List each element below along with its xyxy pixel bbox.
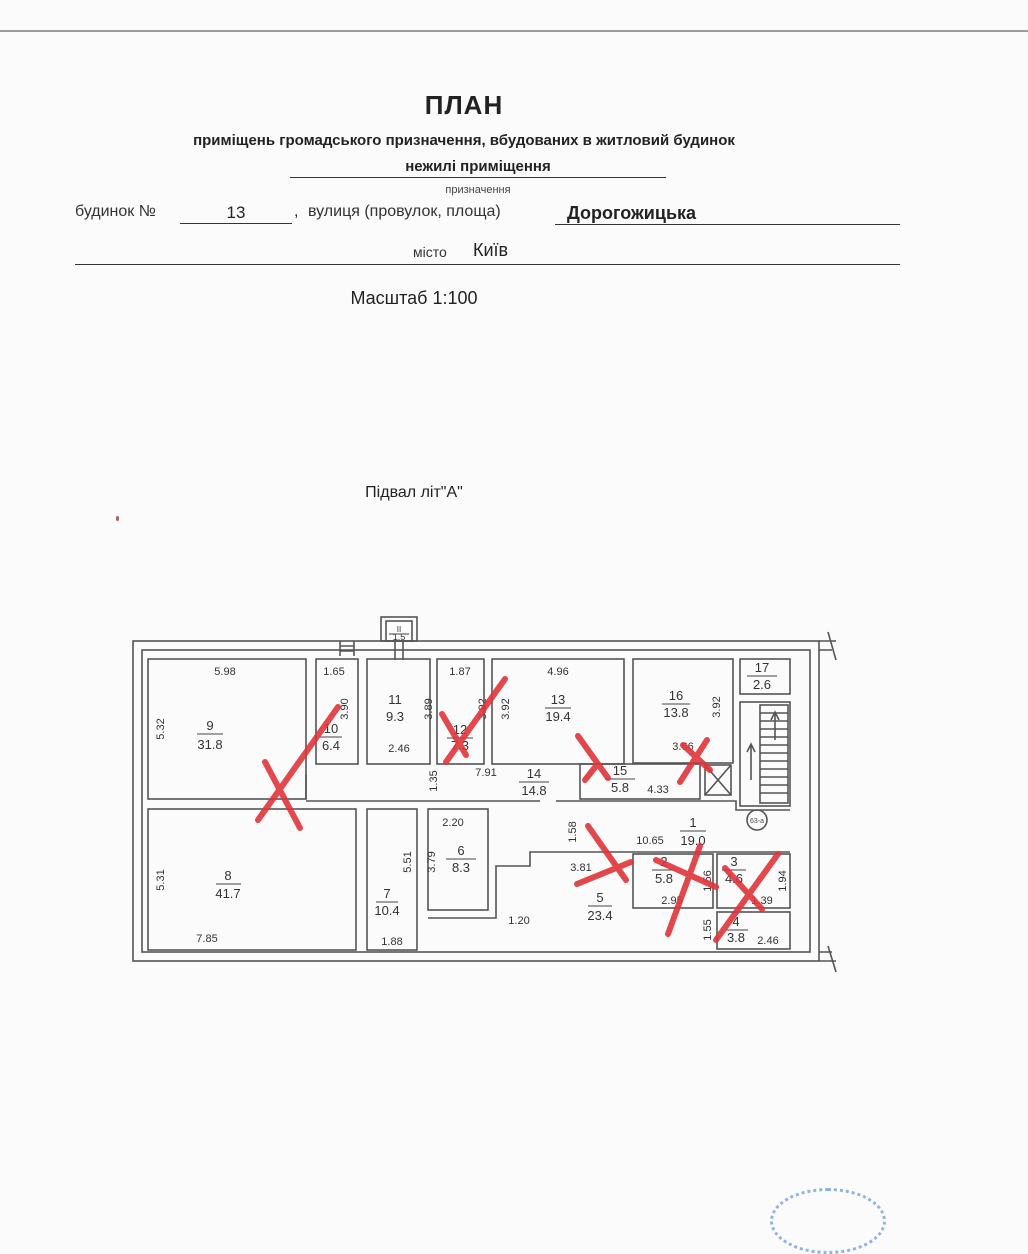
svg-text:6.4: 6.4 (321, 738, 341, 753)
svg-text:1.5: 1.5 (392, 632, 406, 642)
svg-text:1.20: 1.20 (508, 915, 530, 927)
svg-text:1.39: 1.39 (751, 895, 773, 907)
svg-text:1.88: 1.88 (381, 936, 403, 948)
svg-text:16: 16 (668, 688, 684, 703)
svg-text:3.92: 3.92 (477, 698, 489, 720)
svg-text:2.6: 2.6 (752, 677, 772, 692)
svg-text:1.58: 1.58 (567, 821, 579, 843)
svg-text:7: 7 (383, 886, 391, 901)
svg-text:15: 15 (612, 763, 628, 778)
room-8 (148, 809, 356, 950)
svg-text:5.8: 5.8 (654, 871, 674, 886)
svg-text:5.8: 5.8 (610, 780, 630, 795)
svg-text:9: 9 (206, 718, 214, 733)
svg-text:1.35: 1.35 (428, 770, 440, 792)
svg-text:2.20: 2.20 (442, 817, 464, 829)
svg-text:5: 5 (596, 890, 604, 905)
svg-text:2.46: 2.46 (757, 935, 779, 947)
svg-text:2.46: 2.46 (388, 743, 410, 755)
svg-text:9.3: 9.3 (385, 709, 405, 724)
svg-text:3: 3 (730, 854, 738, 869)
svg-text:3.81: 3.81 (570, 862, 592, 874)
svg-text:7.85: 7.85 (196, 933, 218, 945)
cross-room-5-icon (577, 826, 631, 884)
svg-text:41.7: 41.7 (215, 886, 241, 901)
svg-text:10: 10 (323, 721, 339, 736)
svg-text:31.8: 31.8 (197, 737, 223, 752)
svg-text:13: 13 (550, 692, 566, 707)
svg-text:4.96: 4.96 (547, 666, 569, 678)
purpose-field: нежилі приміщення (290, 158, 666, 178)
svg-text:11: 11 (388, 692, 402, 707)
svg-text:4.33: 4.33 (647, 784, 669, 796)
cross-room-15-icon (578, 736, 608, 780)
official-stamp (770, 1188, 886, 1254)
purpose-caption: призначення (445, 184, 511, 196)
svg-text:8: 8 (224, 868, 232, 883)
svg-text:1.65: 1.65 (323, 666, 345, 678)
cross-room-10-icon (258, 707, 341, 828)
room-walls (148, 659, 790, 950)
svg-text:17: 17 (754, 660, 770, 675)
scale-label: Масштаб 1:100 (350, 288, 478, 308)
svg-text:3.66: 3.66 (672, 741, 694, 753)
svg-text:7.3: 7.3 (450, 738, 470, 753)
svg-text:1.87: 1.87 (449, 666, 471, 678)
svg-text:6: 6 (457, 843, 465, 858)
svg-text:23.4: 23.4 (587, 908, 613, 923)
svg-text:19.0: 19.0 (680, 833, 706, 848)
dimension-labels (155, 666, 789, 948)
document-title: ПЛАН (424, 90, 504, 120)
svg-text:1.55: 1.55 (702, 919, 714, 941)
svg-text:19.4: 19.4 (545, 709, 571, 724)
svg-text:2.95: 2.95 (661, 895, 683, 907)
svg-text:1.94: 1.94 (777, 870, 789, 892)
house-number: 13 (180, 203, 292, 224)
svg-text:3.79: 3.79 (426, 851, 438, 873)
svg-text:3.90: 3.90 (339, 698, 351, 720)
city-label: місто (413, 244, 447, 260)
room-9 (148, 659, 306, 799)
svg-text:13.8: 13.8 (663, 705, 689, 720)
svg-text:4.6: 4.6 (724, 871, 744, 886)
house-label: будинок № (75, 203, 156, 220)
svg-text:3.8: 3.8 (726, 930, 746, 945)
svg-text:1: 1 (689, 815, 697, 830)
svg-text:5.31: 5.31 (155, 869, 167, 891)
street-name: Дорогожицька (555, 203, 900, 225)
svg-text:3.92: 3.92 (500, 698, 512, 720)
svg-text:II: II (396, 625, 402, 634)
svg-text:5.32: 5.32 (155, 718, 167, 740)
svg-text:10.65: 10.65 (636, 835, 664, 847)
street-label: вулиця (провулок, площа) (308, 203, 501, 220)
svg-text:1.56: 1.56 (702, 870, 714, 892)
svg-text:2: 2 (660, 854, 668, 869)
floor-label: Підвал літ"А" (365, 484, 463, 501)
svg-text:14.8: 14.8 (521, 783, 547, 798)
svg-text:12: 12 (452, 722, 468, 737)
svg-text:10.4: 10.4 (374, 903, 400, 918)
cross-room-12-icon (442, 679, 505, 762)
room-7 (367, 809, 417, 950)
svg-text:3.92: 3.92 (711, 696, 723, 718)
svg-text:5.98: 5.98 (214, 666, 236, 678)
comma: , (294, 203, 299, 220)
document-subtitle: приміщень громадського призначення, вбудованих в житловий будинок (193, 132, 735, 149)
stair-marker: 63-а (749, 818, 765, 825)
svg-text:4: 4 (732, 914, 740, 929)
svg-text:14: 14 (526, 766, 542, 781)
city-name: Київ (473, 240, 509, 260)
svg-text:5.51: 5.51 (402, 851, 414, 873)
svg-text:7.91: 7.91 (475, 767, 497, 779)
svg-text:8.3: 8.3 (451, 860, 471, 875)
svg-text:3.89: 3.89 (423, 698, 435, 720)
